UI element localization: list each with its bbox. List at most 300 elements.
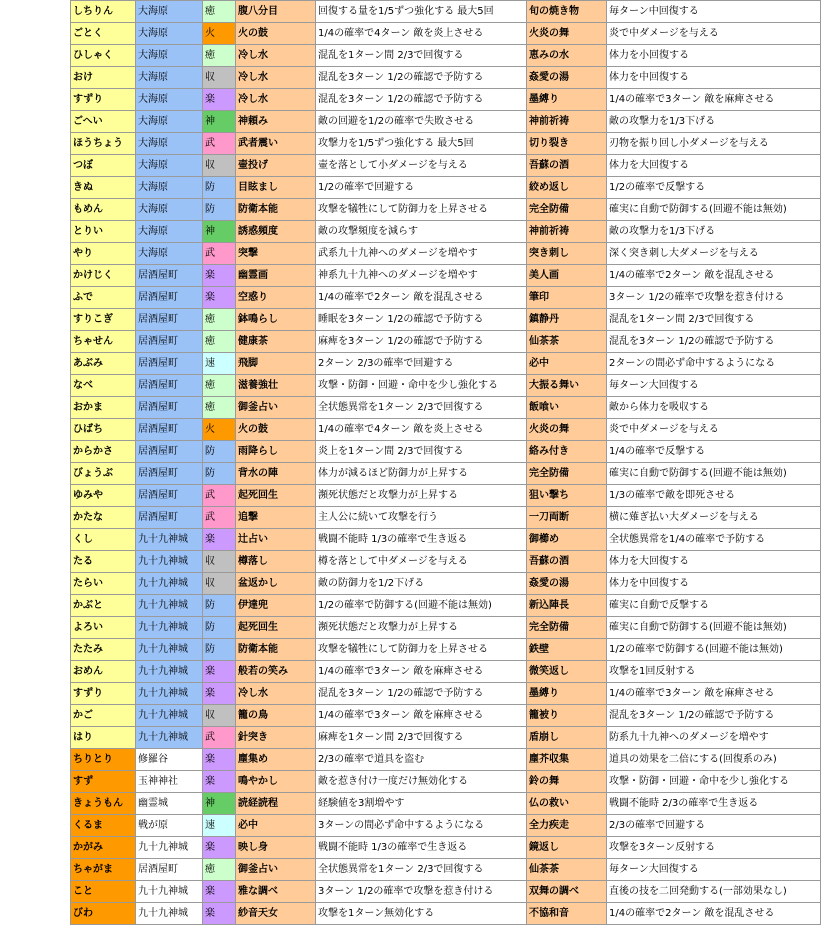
skill1-description-cell: 麻痺を1ターン間 2/3で回復する: [316, 727, 527, 749]
skill2-description-cell: 敵の攻撃力を1/3下げる: [607, 221, 821, 243]
skill1-description-cell: 全状態異常を1ターン 2/3で回復する: [316, 397, 527, 419]
skill1-description-cell: 敵を惹き付け一度だけ無効化する: [316, 771, 527, 793]
type-cell: 楽: [203, 903, 236, 925]
table-row: [71, 397, 821, 419]
location-cell: 九十九神城: [136, 573, 203, 595]
skill2-name-cell: 姦愛の湯: [527, 573, 607, 595]
skill2-name-cell: 吾蘇の酒: [527, 155, 607, 177]
skill2-name-cell: 一刀両断: [527, 507, 607, 529]
skill1-description-cell: 回復する量を1/5ずつ強化する 最大5回: [316, 1, 527, 23]
skill1-name-cell: 追撃: [236, 507, 316, 529]
name-cell: かたな: [71, 507, 136, 529]
type-cell: 癒: [203, 45, 236, 67]
skill2-description-cell: 1/3の確率で敵を即死させる: [607, 485, 821, 507]
skill2-name-cell: 完全防備: [527, 463, 607, 485]
skill1-description-cell: 敵の攻撃頻度を減らす: [316, 221, 527, 243]
skill1-name-cell: 誘惑頻度: [236, 221, 316, 243]
skill2-description-cell: 混乱を3ターン 1/2の確認で予防する: [607, 331, 821, 353]
skill1-name-cell: 冷し水: [236, 89, 316, 111]
skill1-name-cell: 針突き: [236, 727, 316, 749]
name-cell: ちゃせん: [71, 331, 136, 353]
skill2-name-cell: 火炎の舞: [527, 419, 607, 441]
name-cell: すずり: [71, 683, 136, 705]
table-row: [71, 639, 821, 661]
name-cell: しちりん: [71, 1, 136, 23]
table-row: [71, 815, 821, 837]
name-cell: もめん: [71, 199, 136, 221]
name-cell: ひしゃく: [71, 45, 136, 67]
skill1-name-cell: 火の鼓: [236, 419, 316, 441]
table-row: [71, 749, 821, 771]
table-row: [71, 45, 821, 67]
type-cell: 収: [203, 67, 236, 89]
table-row: [71, 529, 821, 551]
skill2-name-cell: 塵芥収集: [527, 749, 607, 771]
location-cell: 居酒屋町: [136, 859, 203, 881]
skill1-name-cell: 雅な調べ: [236, 881, 316, 903]
skill1-description-cell: 攻撃を犠牲にして防御力を上昇させる: [316, 639, 527, 661]
type-cell: 防: [203, 617, 236, 639]
location-cell: 居酒屋町: [136, 507, 203, 529]
table-row: [71, 1, 821, 23]
skill1-name-cell: 映し身: [236, 837, 316, 859]
skill2-description-cell: 毎ターン大回復する: [607, 375, 821, 397]
table-row: [71, 331, 821, 353]
location-cell: 九十九神城: [136, 881, 203, 903]
name-cell: おけ: [71, 67, 136, 89]
type-cell: 癒: [203, 309, 236, 331]
skill2-description-cell: 炎で中ダメージを与える: [607, 419, 821, 441]
skill2-name-cell: 切り裂き: [527, 133, 607, 155]
location-cell: 九十九神城: [136, 903, 203, 925]
location-cell: 九十九神城: [136, 595, 203, 617]
skill2-name-cell: 飯喰い: [527, 397, 607, 419]
skill1-description-cell: 3ターンの間必ず命中するようになる: [316, 815, 527, 837]
skill2-description-cell: 直後の技を二回発動する(一部効果なし): [607, 881, 821, 903]
table-body: [71, 1, 821, 925]
skill2-name-cell: 鈴の舞: [527, 771, 607, 793]
skill1-description-cell: 敵の回避を1/2の確率で失敗させる: [316, 111, 527, 133]
skill2-description-cell: 戦闘不能時 2/3の確率で生き返る: [607, 793, 821, 815]
type-cell: 防: [203, 199, 236, 221]
name-cell: かけじく: [71, 265, 136, 287]
location-cell: 居酒屋町: [136, 287, 203, 309]
skill2-name-cell: 必中: [527, 353, 607, 375]
skill1-description-cell: 睡眠を3ターン 1/2の確認で予防する: [316, 309, 527, 331]
skill2-description-cell: 1/4の確率で2ターン 敵を混乱させる: [607, 903, 821, 925]
skill1-name-cell: 起死回生: [236, 485, 316, 507]
table-row: [71, 265, 821, 287]
location-cell: 九十九神城: [136, 837, 203, 859]
name-cell: くし: [71, 529, 136, 551]
table-row: [71, 617, 821, 639]
name-cell: きょうもん: [71, 793, 136, 815]
name-cell: ごへい: [71, 111, 136, 133]
name-cell: たたみ: [71, 639, 136, 661]
table-row: [71, 111, 821, 133]
type-cell: 癒: [203, 331, 236, 353]
table-row: [71, 67, 821, 89]
skill2-name-cell: 完全防備: [527, 199, 607, 221]
skill2-name-cell: 全力疾走: [527, 815, 607, 837]
skill1-name-cell: 籠の鳥: [236, 705, 316, 727]
table-row: [71, 573, 821, 595]
skill1-name-cell: 防衛本能: [236, 199, 316, 221]
skill1-description-cell: 攻撃・防御・回避・命中を少し強化する: [316, 375, 527, 397]
skill1-description-cell: 混乱を1ターン間 2/3で回復する: [316, 45, 527, 67]
skill1-description-cell: 1/4の確率で3ターン 敵を麻痺させる: [316, 705, 527, 727]
skill2-name-cell: 仏の救い: [527, 793, 607, 815]
type-cell: 防: [203, 463, 236, 485]
skill1-name-cell: 腹八分目: [236, 1, 316, 23]
location-cell: 居酒屋町: [136, 463, 203, 485]
skill2-description-cell: 混乱を1ターン間 2/3で回復する: [607, 309, 821, 331]
skill2-name-cell: 墨縛り: [527, 89, 607, 111]
table-row: [71, 507, 821, 529]
type-cell: 楽: [203, 683, 236, 705]
skill2-name-cell: 微笑返し: [527, 661, 607, 683]
skill2-name-cell: 吾蘇の酒: [527, 551, 607, 573]
skill1-description-cell: 体力が減るほど防御力が上昇する: [316, 463, 527, 485]
skill2-description-cell: 道具の効果を二倍にする(回復系のみ): [607, 749, 821, 771]
skill1-description-cell: 1/2の確率で防御する(回避不能は無効): [316, 595, 527, 617]
location-cell: 大海原: [136, 199, 203, 221]
table-row: [71, 419, 821, 441]
type-cell: 速: [203, 815, 236, 837]
location-cell: 居酒屋町: [136, 331, 203, 353]
skill1-name-cell: 冷し水: [236, 683, 316, 705]
skill1-name-cell: 神頼み: [236, 111, 316, 133]
name-cell: ひばち: [71, 419, 136, 441]
table-row: [71, 881, 821, 903]
name-cell: びょうぶ: [71, 463, 136, 485]
skill2-description-cell: 体力を中回復する: [607, 573, 821, 595]
type-cell: 火: [203, 419, 236, 441]
skill2-description-cell: 敵から体力を吸収する: [607, 397, 821, 419]
skill1-name-cell: 冷し水: [236, 45, 316, 67]
name-cell: きぬ: [71, 177, 136, 199]
skill2-description-cell: 刃物を振り回し小ダメージを与える: [607, 133, 821, 155]
name-cell: くるま: [71, 815, 136, 837]
skill2-description-cell: 混乱を3ターン 1/2の確認で予防する: [607, 705, 821, 727]
type-cell: 楽: [203, 661, 236, 683]
skill2-name-cell: 狙い撃ち: [527, 485, 607, 507]
type-cell: 防: [203, 441, 236, 463]
type-cell: 収: [203, 573, 236, 595]
location-cell: 大海原: [136, 45, 203, 67]
location-cell: 大海原: [136, 243, 203, 265]
skill1-description-cell: 攻撃力を1/5ずつ強化する 最大5回: [316, 133, 527, 155]
type-cell: 楽: [203, 287, 236, 309]
location-cell: 居酒屋町: [136, 265, 203, 287]
name-cell: からかさ: [71, 441, 136, 463]
location-cell: 九十九神城: [136, 727, 203, 749]
location-cell: 幽霊城: [136, 793, 203, 815]
skill2-name-cell: 鎮静丹: [527, 309, 607, 331]
type-cell: 癒: [203, 397, 236, 419]
location-cell: 修羅谷: [136, 749, 203, 771]
skill2-name-cell: 旬の焼き物: [527, 1, 607, 23]
skill2-description-cell: 防系九十九神へのダメージを増やす: [607, 727, 821, 749]
skill1-description-cell: 戦闘不能時 1/3の確率で生き返る: [316, 529, 527, 551]
type-cell: 楽: [203, 837, 236, 859]
skill1-description-cell: 混乱を3ターン 1/2の確認で予防する: [316, 67, 527, 89]
location-cell: 居酒屋町: [136, 375, 203, 397]
skill1-name-cell: 鳴やかし: [236, 771, 316, 793]
skill1-name-cell: 塵集め: [236, 749, 316, 771]
skill2-description-cell: 横に薙ぎ払い大ダメージを与える: [607, 507, 821, 529]
skill2-description-cell: 毎ターン中回復する: [607, 1, 821, 23]
skill2-description-cell: 3ターン 1/2の確率で攻撃を惹き付ける: [607, 287, 821, 309]
table-row: [71, 463, 821, 485]
table-row: [71, 309, 821, 331]
type-cell: 武: [203, 243, 236, 265]
skill1-description-cell: 1/4の確率で4ターン 敵を炎上させる: [316, 419, 527, 441]
location-cell: 大海原: [136, 1, 203, 23]
table-row: [71, 177, 821, 199]
skill2-description-cell: 確実に自動で防御する(回避不能は無効): [607, 617, 821, 639]
location-cell: 居酒屋町: [136, 353, 203, 375]
type-cell: 収: [203, 155, 236, 177]
skill1-description-cell: 麻痺を3ターン 1/2の確認で予防する: [316, 331, 527, 353]
table-row: [71, 441, 821, 463]
table-row: [71, 595, 821, 617]
skill1-name-cell: 壷投げ: [236, 155, 316, 177]
name-cell: なべ: [71, 375, 136, 397]
skill1-description-cell: 炎上を1ターン間 2/3で回復する: [316, 441, 527, 463]
name-cell: ゆみや: [71, 485, 136, 507]
skill1-description-cell: 混乱を3ターン 1/2の確認で予防する: [316, 683, 527, 705]
skill1-description-cell: 経験値を3割増やす: [316, 793, 527, 815]
name-cell: やり: [71, 243, 136, 265]
skill2-description-cell: 体力を中回復する: [607, 67, 821, 89]
name-cell: すずり: [71, 89, 136, 111]
type-cell: 楽: [203, 771, 236, 793]
table-row: [71, 221, 821, 243]
name-cell: たらい: [71, 573, 136, 595]
location-cell: 九十九神城: [136, 617, 203, 639]
location-cell: 九十九神城: [136, 529, 203, 551]
skill1-name-cell: 雨降らし: [236, 441, 316, 463]
location-cell: 九十九神城: [136, 661, 203, 683]
skill2-name-cell: 鏡返し: [527, 837, 607, 859]
skill1-name-cell: 滋養強壮: [236, 375, 316, 397]
skill1-description-cell: 1/4の確率で2ターン 敵を混乱させる: [316, 287, 527, 309]
type-cell: 速: [203, 353, 236, 375]
skill1-name-cell: 突撃: [236, 243, 316, 265]
skill2-description-cell: 敵の攻撃力を1/3下げる: [607, 111, 821, 133]
skill1-description-cell: 2ターン 2/3の確率で回避する: [316, 353, 527, 375]
skill1-description-cell: 1/4の確率で4ターン 敵を炎上させる: [316, 23, 527, 45]
skill2-description-cell: 体力を大回復する: [607, 155, 821, 177]
table-row: [71, 551, 821, 573]
location-cell: 大海原: [136, 89, 203, 111]
skill1-name-cell: 背水の陣: [236, 463, 316, 485]
skill2-description-cell: 攻撃を3ターン反射する: [607, 837, 821, 859]
location-cell: 大海原: [136, 133, 203, 155]
location-cell: 玉神神社: [136, 771, 203, 793]
table-row: [71, 727, 821, 749]
type-cell: 武: [203, 485, 236, 507]
skill2-description-cell: 全状態異常を1/4の確率で予防する: [607, 529, 821, 551]
skill2-name-cell: 鉄壁: [527, 639, 607, 661]
skill1-name-cell: 辻占い: [236, 529, 316, 551]
skill2-description-cell: 確実に自動で反撃する: [607, 595, 821, 617]
table-row: [71, 133, 821, 155]
location-cell: 居酒屋町: [136, 309, 203, 331]
skill2-description-cell: 1/4の確率で3ターン 敵を麻痺させる: [607, 683, 821, 705]
skill2-name-cell: 墨縛り: [527, 683, 607, 705]
skill1-name-cell: 読経読程: [236, 793, 316, 815]
location-cell: 大海原: [136, 67, 203, 89]
name-cell: たる: [71, 551, 136, 573]
skill2-name-cell: 恵みの水: [527, 45, 607, 67]
skill1-name-cell: 火の鼓: [236, 23, 316, 45]
type-cell: 火: [203, 23, 236, 45]
name-cell: かがみ: [71, 837, 136, 859]
type-cell: 武: [203, 133, 236, 155]
skill2-name-cell: 神前祈祷: [527, 221, 607, 243]
table-row: [71, 375, 821, 397]
location-cell: 大海原: [136, 177, 203, 199]
skill2-name-cell: 絡み付き: [527, 441, 607, 463]
skill1-description-cell: 瀕死状態だと攻撃力が上昇する: [316, 485, 527, 507]
location-cell: 大海原: [136, 111, 203, 133]
skill2-name-cell: 筆印: [527, 287, 607, 309]
type-cell: 楽: [203, 749, 236, 771]
skill1-name-cell: 盆返かし: [236, 573, 316, 595]
skill1-name-cell: 必中: [236, 815, 316, 837]
name-cell: あぶみ: [71, 353, 136, 375]
skill2-name-cell: 完全防備: [527, 617, 607, 639]
table-row: [71, 155, 821, 177]
skill1-description-cell: 混乱を3ターン 1/2の確認で予防する: [316, 89, 527, 111]
table-row: [71, 837, 821, 859]
type-cell: 楽: [203, 881, 236, 903]
skill2-name-cell: 仙茶茶: [527, 859, 607, 881]
type-cell: 癒: [203, 859, 236, 881]
skill2-name-cell: 火炎の舞: [527, 23, 607, 45]
skill1-name-cell: 御釜占い: [236, 859, 316, 881]
name-cell: こと: [71, 881, 136, 903]
skill1-description-cell: 1/2の確率で回避する: [316, 177, 527, 199]
skill2-name-cell: 不協和音: [527, 903, 607, 925]
skill1-name-cell: 飛脚: [236, 353, 316, 375]
skill1-name-cell: 武者震い: [236, 133, 316, 155]
name-cell: ちりとり: [71, 749, 136, 771]
skill2-description-cell: 2ターンの間必ず命中するようになる: [607, 353, 821, 375]
skill1-description-cell: 敵の防御力を1/2下げる: [316, 573, 527, 595]
name-cell: おかま: [71, 397, 136, 419]
skill2-name-cell: 新込陣長: [527, 595, 607, 617]
type-cell: 神: [203, 793, 236, 815]
skill2-description-cell: 攻撃・防御・回避・命中を少し強化する: [607, 771, 821, 793]
skill2-description-cell: 1/4の確率で2ターン 敵を混乱させる: [607, 265, 821, 287]
skill2-description-cell: 確実に自動で防御する(回避不能は無効): [607, 463, 821, 485]
skill1-name-cell: 樽落し: [236, 551, 316, 573]
name-cell: かご: [71, 705, 136, 727]
skill1-description-cell: 攻撃を1ターン無効化する: [316, 903, 527, 925]
table-row: [71, 793, 821, 815]
skill1-description-cell: 武系九十九神へのダメージを増やす: [316, 243, 527, 265]
skill2-name-cell: 盾崩し: [527, 727, 607, 749]
type-cell: 癒: [203, 375, 236, 397]
skill2-name-cell: 絞め返し: [527, 177, 607, 199]
type-cell: 防: [203, 595, 236, 617]
location-cell: 大海原: [136, 221, 203, 243]
name-cell: ふで: [71, 287, 136, 309]
skill2-description-cell: 炎で中ダメージを与える: [607, 23, 821, 45]
skill1-name-cell: 幽霊画: [236, 265, 316, 287]
skill1-name-cell: 健康茶: [236, 331, 316, 353]
skill1-name-cell: 冷し水: [236, 67, 316, 89]
location-cell: 居酒屋町: [136, 397, 203, 419]
skill2-description-cell: 深く突き刺し大ダメージを与える: [607, 243, 821, 265]
skill2-description-cell: 体力を小回復する: [607, 45, 821, 67]
skill2-description-cell: 1/2の確率で反撃する: [607, 177, 821, 199]
type-cell: 防: [203, 639, 236, 661]
skill1-description-cell: 攻撃を犠牲にして防御力を上昇させる: [316, 199, 527, 221]
table-row: [71, 485, 821, 507]
location-cell: 居酒屋町: [136, 441, 203, 463]
name-cell: とりい: [71, 221, 136, 243]
skill2-description-cell: 攻撃を1回反射する: [607, 661, 821, 683]
table-row: [71, 23, 821, 45]
skill1-description-cell: 戦闘不能時 1/3の確率で生き返る: [316, 837, 527, 859]
name-cell: よろい: [71, 617, 136, 639]
skill2-name-cell: 神前祈祷: [527, 111, 607, 133]
skill1-name-cell: 紗音天女: [236, 903, 316, 925]
skill1-name-cell: 伊達兜: [236, 595, 316, 617]
location-cell: 九十九神城: [136, 639, 203, 661]
location-cell: 九十九神城: [136, 683, 203, 705]
type-cell: 武: [203, 507, 236, 529]
location-cell: 居酒屋町: [136, 485, 203, 507]
name-cell: すりこぎ: [71, 309, 136, 331]
skill2-name-cell: 姦愛の湯: [527, 67, 607, 89]
skill2-name-cell: 籠被り: [527, 705, 607, 727]
type-cell: 収: [203, 551, 236, 573]
table-row: [71, 89, 821, 111]
location-cell: 九十九神城: [136, 705, 203, 727]
location-cell: 戦が原: [136, 815, 203, 837]
skill1-description-cell: 3ターン 1/2の確率で攻撃を惹き付ける: [316, 881, 527, 903]
skill1-name-cell: 鉢鳴らし: [236, 309, 316, 331]
name-cell: ごとく: [71, 23, 136, 45]
table-row: [71, 771, 821, 793]
skill1-description-cell: 神系九十九神へのダメージを増やす: [316, 265, 527, 287]
name-cell: びわ: [71, 903, 136, 925]
location-cell: 大海原: [136, 155, 203, 177]
skill2-description-cell: 1/4の確率で3ターン 敵を麻痺させる: [607, 89, 821, 111]
skill1-name-cell: 起死回生: [236, 617, 316, 639]
type-cell: 防: [203, 177, 236, 199]
skill1-description-cell: 1/4の確率で3ターン 敵を麻痺させる: [316, 661, 527, 683]
table-row: [71, 859, 821, 881]
type-cell: 楽: [203, 529, 236, 551]
skill1-name-cell: 目眩まし: [236, 177, 316, 199]
skill1-description-cell: 樽を落として中ダメージを与える: [316, 551, 527, 573]
type-cell: 神: [203, 111, 236, 133]
skill2-name-cell: 突き刺し: [527, 243, 607, 265]
table-row: [71, 199, 821, 221]
skill1-name-cell: 空惑り: [236, 287, 316, 309]
skill1-description-cell: 壷を落として小ダメージを与える: [316, 155, 527, 177]
type-cell: 武: [203, 727, 236, 749]
skill1-name-cell: 般若の笑み: [236, 661, 316, 683]
type-cell: 神: [203, 221, 236, 243]
name-cell: ちゃがま: [71, 859, 136, 881]
